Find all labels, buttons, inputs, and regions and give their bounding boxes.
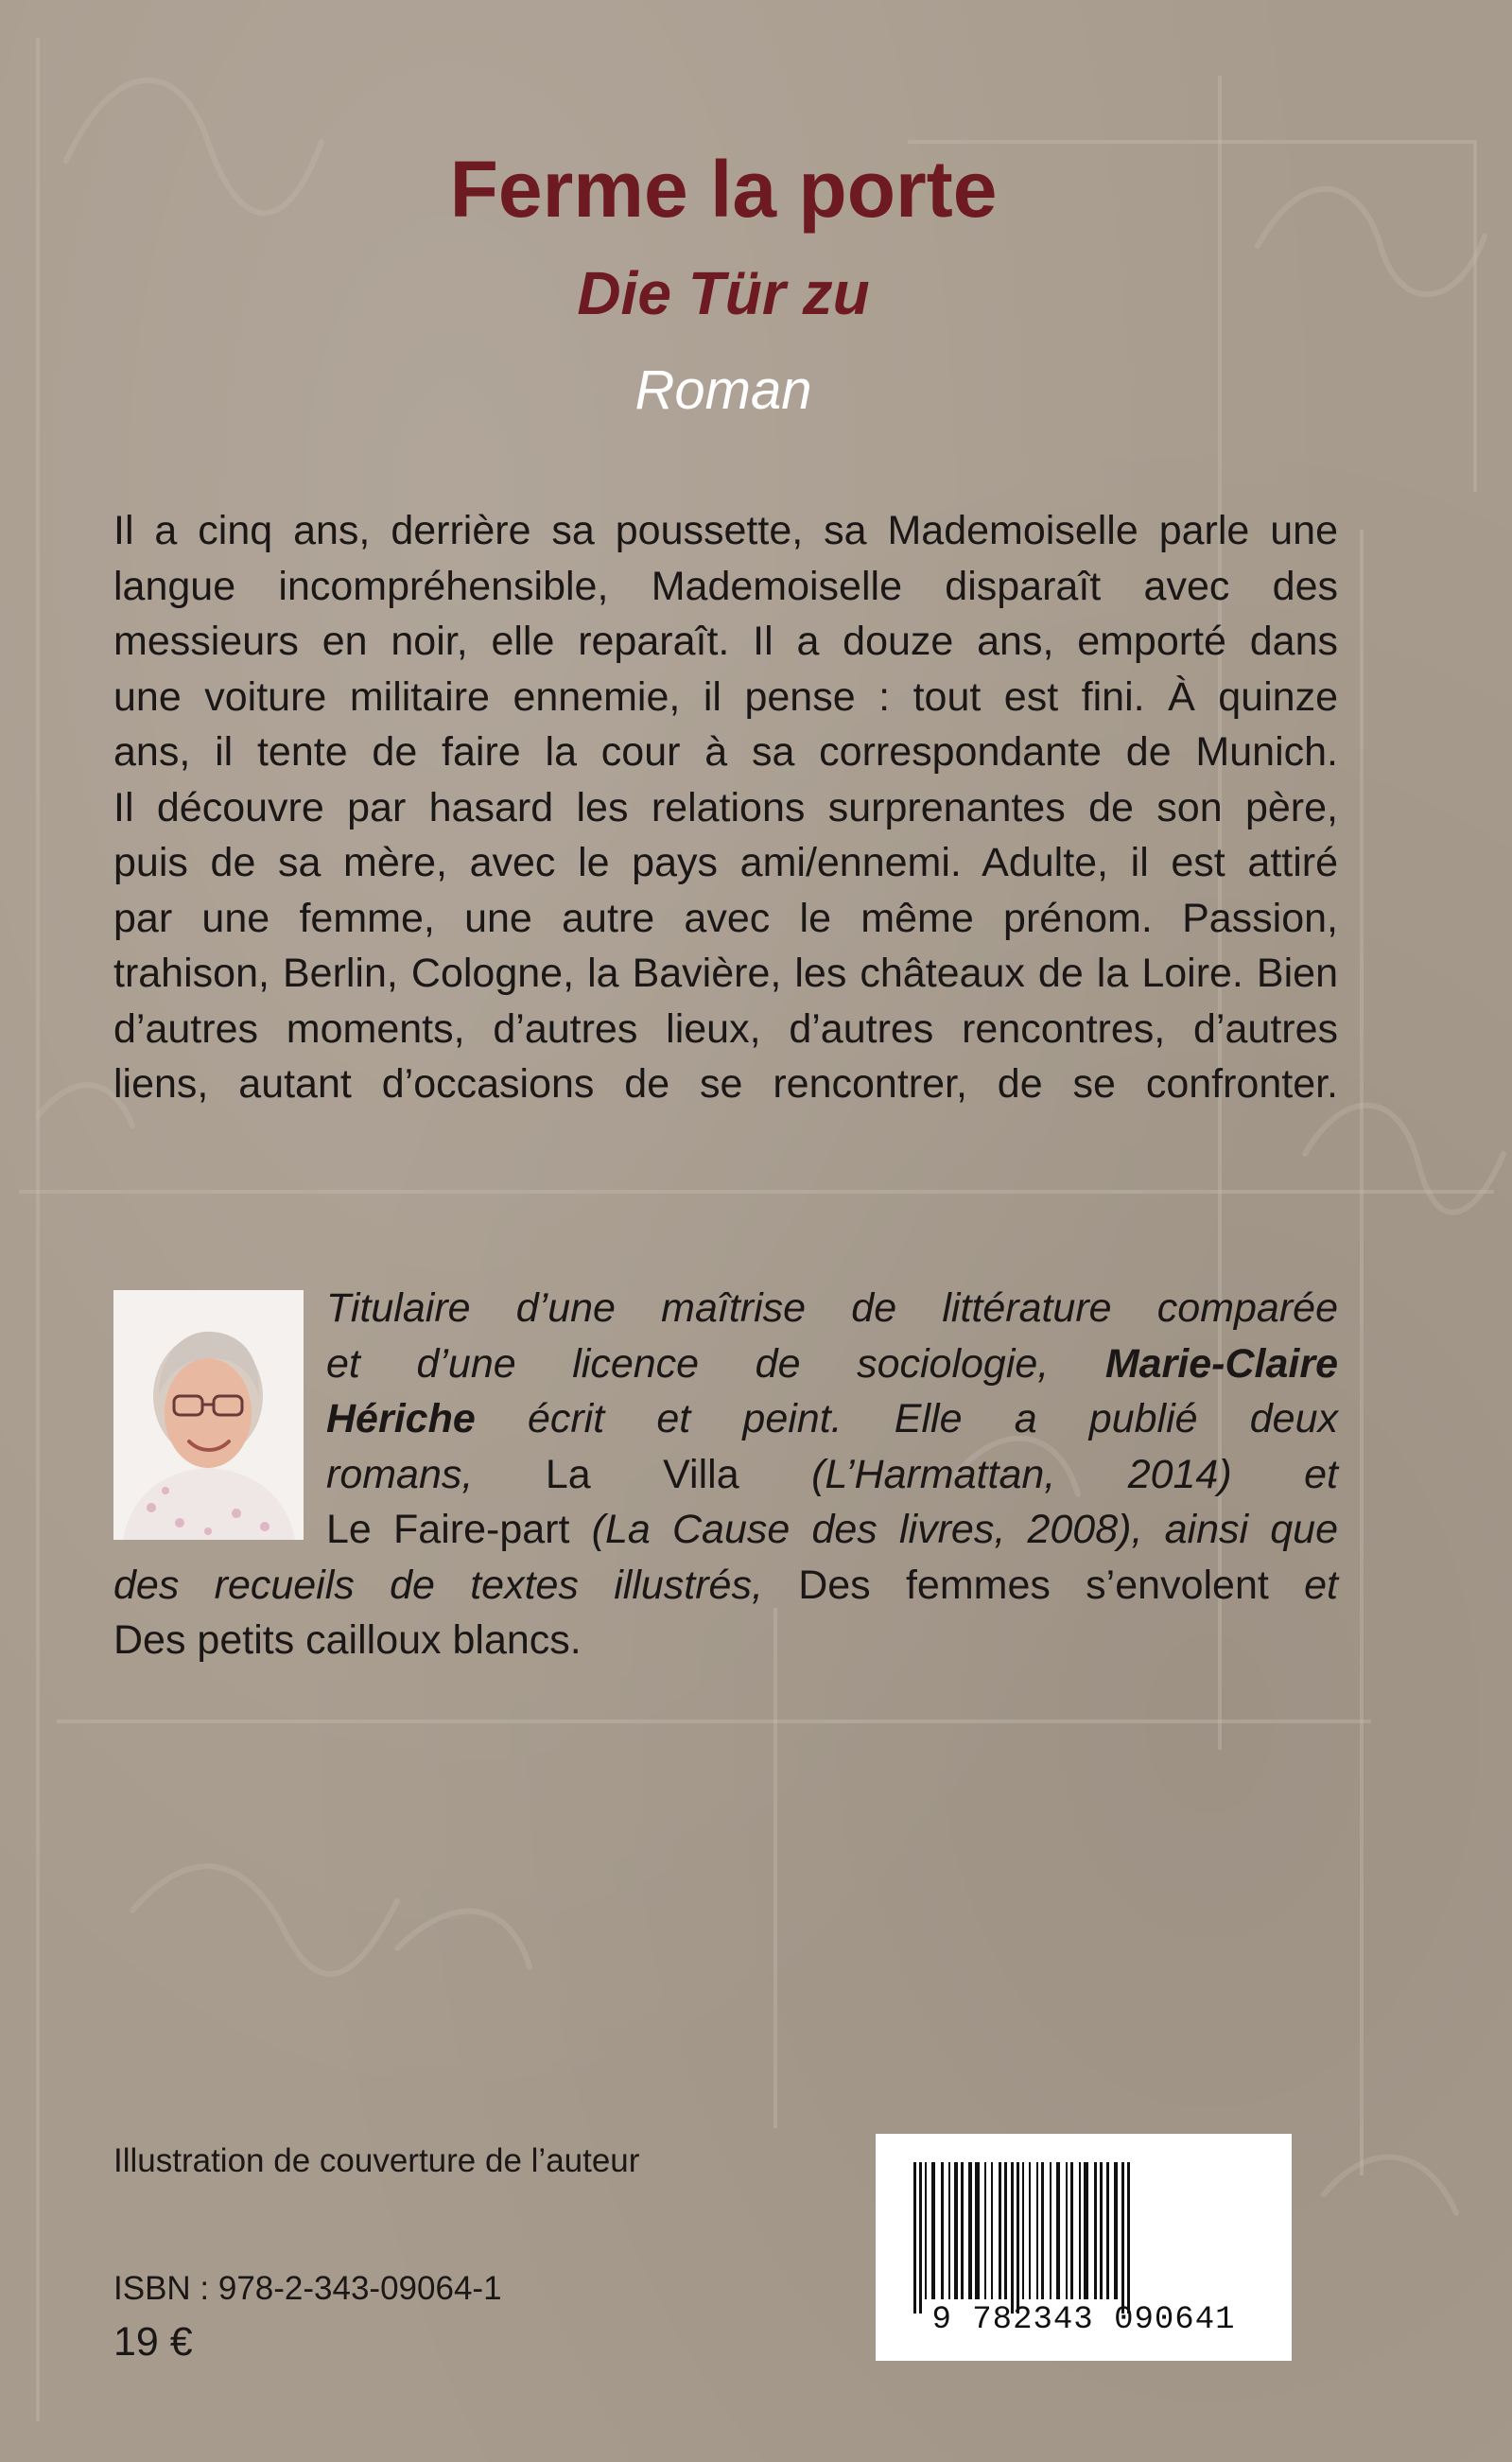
blurb-line: trahison, Berlin, Cologne, la Bavière, les châteaux de la Loire. Bien [113, 951, 1338, 996]
barcode-bar [968, 2162, 972, 2299]
barcode-bar [931, 2162, 935, 2299]
book-reference: Des femmes s’envolent [798, 1562, 1269, 1608]
bio-line [113, 1613, 1338, 1668]
bio-line: Titulaire d’une maîtrise de littérature comparée [326, 1285, 1338, 1331]
barcode-bar [1084, 2162, 1088, 2299]
blurb-line: d’autres moments, d’autres lieux, d’autres rencontres, d’autres [113, 1005, 1338, 1052]
book-genre: Roman [634, 359, 812, 421]
author-name: Marie-Claire [1104, 1340, 1338, 1387]
book-reference: Des petits cailloux blancs. [113, 1617, 582, 1663]
barcode-bar [1106, 2162, 1109, 2299]
barcode-bar [941, 2162, 944, 2299]
blurb-line: Il découvre par hasard les relations surprenantes de son père, [113, 784, 1338, 830]
barcode-bar [1121, 2162, 1124, 2314]
author-surname: Hériche [326, 1396, 476, 1441]
barcode-bar [1022, 2162, 1024, 2299]
barcode-bar [1050, 2162, 1051, 2299]
blurb-line: une voiture militaire ennemie, il pense : tout est fini. À quinze [113, 673, 1338, 720]
barcode-bar [1011, 2162, 1014, 2314]
barcode-bar [1017, 2162, 1019, 2314]
barcode-bar [975, 2162, 980, 2299]
barcode-digits: 9 782343 090641 [931, 2302, 1236, 2338]
book-title: Ferme la porte [449, 145, 998, 234]
barcode-bar [1066, 2162, 1068, 2299]
barcode-bar [1094, 2162, 1097, 2299]
barcode-bar [1100, 2162, 1103, 2299]
barcode-bar [948, 2162, 950, 2299]
author-biography [113, 1281, 1338, 1668]
blurb-line: Il a cinq ans, derrière sa poussette, sa Mademoiselle parle une [113, 508, 1338, 553]
barcode-bar [1036, 2162, 1038, 2299]
blurb-line: ans, il tente de faire la cour à sa correspondante de Munich. [113, 729, 1338, 775]
book-subtitle: Die Tür zu [577, 259, 870, 327]
barcode-bar [1070, 2162, 1073, 2299]
book-reference: La Villa [545, 1451, 739, 1497]
isbn-barcode [876, 2134, 1292, 2361]
barcode-bar [954, 2162, 958, 2299]
blurb-line: par une femme, une autre avec le même prénom. Passion, [113, 895, 1338, 941]
barcode-bar [1114, 2162, 1118, 2299]
blurb-line: langue incompréhensible, Mademoiselle disparaît avec des [113, 563, 1338, 609]
bio-line: romans, La Villa (L’Harmattan, 2014) et [326, 1451, 1339, 1497]
barcode-bar [1079, 2162, 1081, 2299]
blurb-line: liens, autant d’occasions de se rencontrer, de se confronter. [113, 1061, 1338, 1107]
barcode-bar [961, 2162, 964, 2299]
cover-illustration-credit: Illustration de couverture de l’auteur [113, 2142, 640, 2179]
back-cover-blurb [113, 503, 1338, 1112]
bio-line: des recueils de textes illustrés, Des femmes s’envolent et [113, 1562, 1338, 1608]
barcode-bar [1029, 2162, 1031, 2299]
barcode-bar [984, 2162, 986, 2299]
price-label: 19 € [113, 2319, 193, 2365]
barcode-bar [919, 2162, 922, 2314]
book-reference: Le Faire-part [326, 1507, 570, 1552]
barcode-bar [913, 2162, 916, 2314]
isbn-number: ISBN : 978-2-343-09064-1 [113, 2270, 502, 2307]
barcode-bar [1004, 2162, 1007, 2299]
barcode-bar [1056, 2162, 1060, 2299]
bio-line: Hériche écrit et peint. Elle a publié deux [326, 1396, 1339, 1441]
barcode-bar [999, 2162, 1001, 2299]
bio-line: et d’une licence de sociologie, Marie-Claire [326, 1340, 1338, 1387]
blurb-line: messieurs en noir, elle reparaît. Il a douze ans, emporté dans [113, 619, 1338, 664]
barcode-bar [925, 2162, 927, 2299]
barcode-bar [1041, 2162, 1044, 2299]
bio-line: Le Faire-part (La Cause des livres, 2008), ainsi que [326, 1507, 1338, 1552]
barcode-bar [1127, 2162, 1130, 2314]
blurb-line: puis de sa mère, avec le pays ami/ennemi. Adulte, il est attiré [113, 840, 1338, 885]
barcode-bar [991, 2162, 993, 2299]
